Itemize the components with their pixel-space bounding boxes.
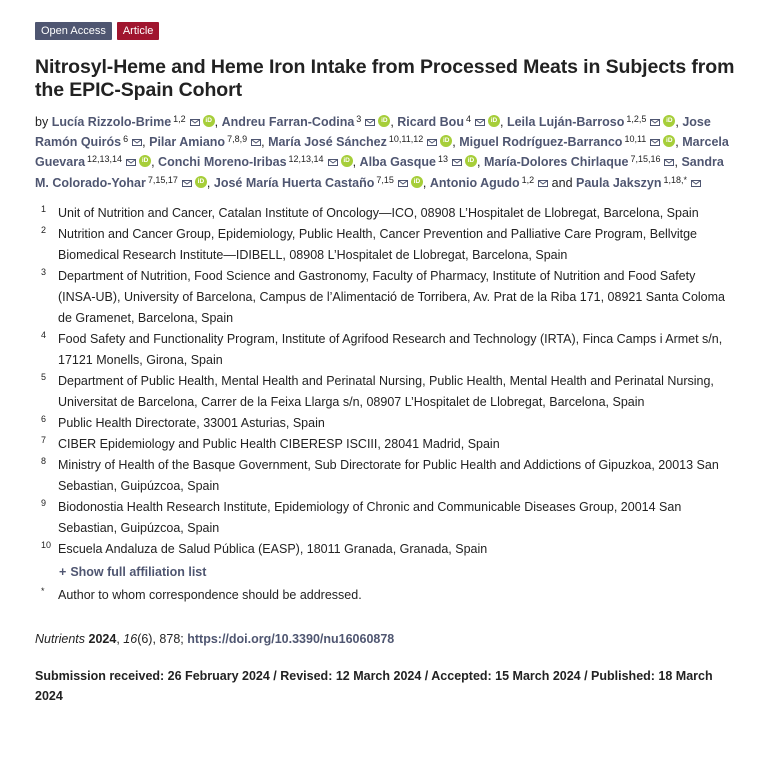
author-affiliation-sup: 6 [123, 134, 129, 145]
author-name[interactable]: Antonio Agudo [429, 175, 520, 190]
author-name[interactable]: Leila Luján-Barroso [506, 115, 625, 129]
email-icon[interactable] [190, 112, 200, 119]
email-icon[interactable] [650, 132, 660, 139]
author-name[interactable]: Paula Jakszyn [576, 175, 662, 190]
affiliation-text: CIBER Epidemiology and Public Health CIBERESP ISCIII, 28041 Madrid, Spain [58, 436, 500, 451]
affiliation-item [35, 203, 735, 224]
affiliation-number: 1 [41, 203, 47, 214]
affiliation-item [35, 371, 735, 413]
author-affiliation-sup: 7,15 [376, 174, 394, 185]
correspondence-note [35, 584, 735, 606]
citation-year: 2024 [88, 631, 117, 646]
affiliation-text: Unit of Nutrition and Cancer, Catalan Institute of Oncology—ICO, 08908 L’Hospitalet de Llobregat, Barcelona, Spain [58, 205, 699, 220]
author-name[interactable]: Conchi Moreno-Iribas [158, 155, 287, 170]
orcid-icon[interactable] [378, 115, 390, 127]
author-separator: , [675, 135, 679, 150]
author-affiliation-sup: 12,13,14 [288, 154, 324, 165]
doi-link[interactable]: https://doi.org/10.3390/nu16060878 [187, 631, 395, 646]
affiliation-text: Nutrition and Cancer Group, Epidemiology, Public Health, Cancer Prevention and Palliative Care Program, Bellvitge Biomedical Research Institute—IDIBELL, 08908 L’Hospitalet de Llobregat, Barcelona, Spain [58, 226, 697, 262]
email-icon[interactable] [398, 173, 408, 180]
email-icon[interactable] [126, 152, 136, 159]
correspondence-marker: * [41, 585, 45, 596]
author-affiliation-sup: 1,18,* [663, 174, 688, 185]
journal-name[interactable]: Nutrients [35, 631, 86, 646]
show-affiliations-label: Show full affiliation list [70, 564, 207, 579]
author-name[interactable]: Pilar Amiano [149, 135, 226, 150]
author-name[interactable]: José María Huerta Castaño [213, 175, 375, 190]
author-name[interactable]: Lucía Rizzolo-Brime [51, 115, 172, 129]
affiliation-number: 8 [41, 455, 47, 466]
email-icon[interactable] [538, 173, 548, 180]
author-affiliation-sup: 3 [356, 114, 362, 124]
orcid-icon[interactable] [465, 155, 477, 167]
author-separator: , [214, 115, 219, 129]
orcid-icon[interactable] [203, 115, 215, 127]
author-name[interactable]: Jose Ramón Quirós [35, 115, 711, 150]
author-name[interactable]: Ricard Bou [397, 115, 464, 129]
affiliation-item [35, 266, 735, 329]
affiliation-item [35, 539, 735, 560]
author-affiliation-sup: 4 [465, 114, 471, 124]
authors-prefix: by [35, 115, 49, 129]
affiliation-item [35, 497, 735, 539]
author-separator: , [142, 135, 146, 150]
email-icon[interactable] [691, 173, 701, 180]
affiliation-text: Department of Public Health, Mental Health and Perinatal Nursing, Public Health, Mental Health and Perinatal Nursing, Universitat de Barcelona, Carrer de la Feixa Llarga s/n, 08907 L’Hospitalet de Llobregat, Barcelona, Spain [58, 373, 714, 409]
author-separator: , [261, 135, 265, 150]
author-affiliation-sup: 10,11,12 [388, 134, 424, 145]
email-icon[interactable] [475, 112, 485, 119]
email-icon[interactable] [452, 152, 462, 159]
affiliation-text: Escuela Andaluza de Salud Pública (EASP), 18011 Granada, Granada, Spain [58, 541, 488, 556]
author-separator: , [499, 115, 504, 129]
email-icon[interactable] [328, 152, 338, 159]
affiliation-text: Department of Nutrition, Food Science and Gastronomy, Faculty of Pharmacy, Institute of Nutrition and Food Safety (INSA-UB), University of Barcelona, Campus de l’Alimentació de Torribera, Av. Prat de la Riba 171, 08921 Santa Coloma de Gramenet, Barcelona, Spain [58, 268, 725, 325]
author-affiliation-sup: 13 [437, 154, 448, 165]
show-affiliations-link[interactable] [35, 560, 735, 584]
orcid-icon[interactable] [195, 176, 207, 188]
author-separator: , [422, 175, 427, 190]
author-separator: , [151, 155, 155, 170]
author-name[interactable]: Miguel Rodríguez-Barranco [459, 135, 623, 150]
orcid-icon[interactable] [488, 115, 500, 127]
author-affiliation-sup: 7,15,17 [147, 174, 178, 185]
affiliation-number: 4 [41, 329, 47, 340]
orcid-icon[interactable] [411, 176, 423, 188]
author-separator: , [206, 175, 211, 190]
orcid-icon[interactable] [139, 155, 151, 167]
badge-row [35, 22, 735, 40]
affiliation-number: 10 [41, 539, 52, 550]
citation-line: Nutrients 2024, 16(6), 878; https://doi.org/10.3390/nu16060878 [35, 631, 395, 646]
orcid-icon[interactable] [663, 115, 675, 127]
affiliation-text: Biodonostia Health Research Institute, Epidemiology of Chronic and Communicable Diseases Group, 20014 San Sebastian, Guipúzcoa, Spain [58, 499, 682, 535]
orcid-icon[interactable] [663, 135, 675, 147]
plus-icon: + [59, 564, 67, 579]
email-icon[interactable] [182, 173, 192, 180]
email-icon[interactable] [427, 132, 437, 139]
open-access-badge[interactable]: Open Access [35, 22, 112, 40]
article-title: Nitrosyl-Heme and Heme Iron Intake from Processed Meats in Subjects from the EPIC-Spain Cohort [35, 56, 735, 101]
affiliation-text: Ministry of Health of the Basque Government, Sub Directorate for Public Health and Addictions of Gipuzkoa, 20013 San Sebastian, Guipúzcoa, Spain [58, 457, 719, 493]
affiliation-text: Food Safety and Functionality Program, Institute of Agrifood Research and Technology (IRTA), Finca Camps i Armet s/n, 17121 Monells, Girona, Spain [58, 331, 723, 367]
author-affiliation-sup: 1,2 [521, 174, 535, 185]
author-separator: , [452, 135, 456, 150]
email-icon[interactable] [365, 112, 375, 119]
affiliation-list [35, 203, 735, 560]
author-separator: and [548, 175, 573, 190]
author-separator: , [674, 155, 678, 170]
orcid-icon[interactable] [440, 135, 452, 147]
affiliation-text: Public Health Directorate, 33001 Asturias, Spain [58, 415, 325, 430]
affiliation-number: 2 [41, 224, 47, 235]
author-affiliation-sup: 7,8,9 [227, 134, 248, 145]
author-separator: , [390, 115, 394, 129]
author-name[interactable]: María José Sánchez [268, 135, 387, 150]
affiliation-number: 9 [41, 497, 47, 508]
author-name[interactable]: María-Dolores Chirlaque [483, 155, 629, 170]
author-affiliation-sup: 7,15,16 [630, 154, 661, 165]
affiliation-item [35, 434, 735, 455]
affiliation-item [35, 224, 735, 266]
affiliation-number: 6 [41, 413, 47, 424]
author-name[interactable]: Andreu Farran-Codina [221, 115, 355, 129]
publication-dates: Submission received: 26 February 2024 / Revised: 12 March 2024 / Accepted: 15 March 2024 / Published: 18 March 2024 [35, 668, 713, 703]
email-icon[interactable] [251, 132, 261, 139]
email-icon[interactable] [650, 112, 660, 119]
author-affiliation-sup: 10,11 [624, 134, 647, 145]
affiliation-number: 7 [41, 434, 47, 445]
affiliation-number: 3 [41, 266, 47, 277]
citation-issue-pages: (6), 878; [137, 631, 184, 646]
author-name[interactable]: Marcela Guevara [35, 135, 729, 170]
affiliation-item [35, 455, 735, 497]
author-separator: , [352, 155, 357, 170]
email-icon[interactable] [664, 152, 674, 159]
correspondence-text: Author to whom correspondence should be addressed. [58, 587, 362, 602]
orcid-icon[interactable] [341, 155, 353, 167]
article-type-badge[interactable]: Article [117, 22, 160, 40]
author-separator: , [476, 155, 481, 170]
article-header [35, 22, 735, 706]
affiliation-item [35, 413, 735, 434]
author-name[interactable]: Sandra M. Colorado-Yohar [35, 155, 724, 190]
author-affiliation-sup: 12,13,14 [87, 154, 123, 165]
email-icon[interactable] [132, 132, 142, 139]
author-list [35, 112, 735, 193]
affiliation-number: 5 [41, 371, 47, 382]
author-affiliation-sup: 1,2 [173, 114, 186, 124]
author-separator: , [675, 115, 679, 129]
author-name[interactable]: Alba Gasque [359, 155, 436, 170]
author-affiliation-sup: 1,2,5 [626, 114, 647, 124]
citation-volume: 16 [123, 631, 138, 646]
affiliation-item [35, 329, 735, 371]
